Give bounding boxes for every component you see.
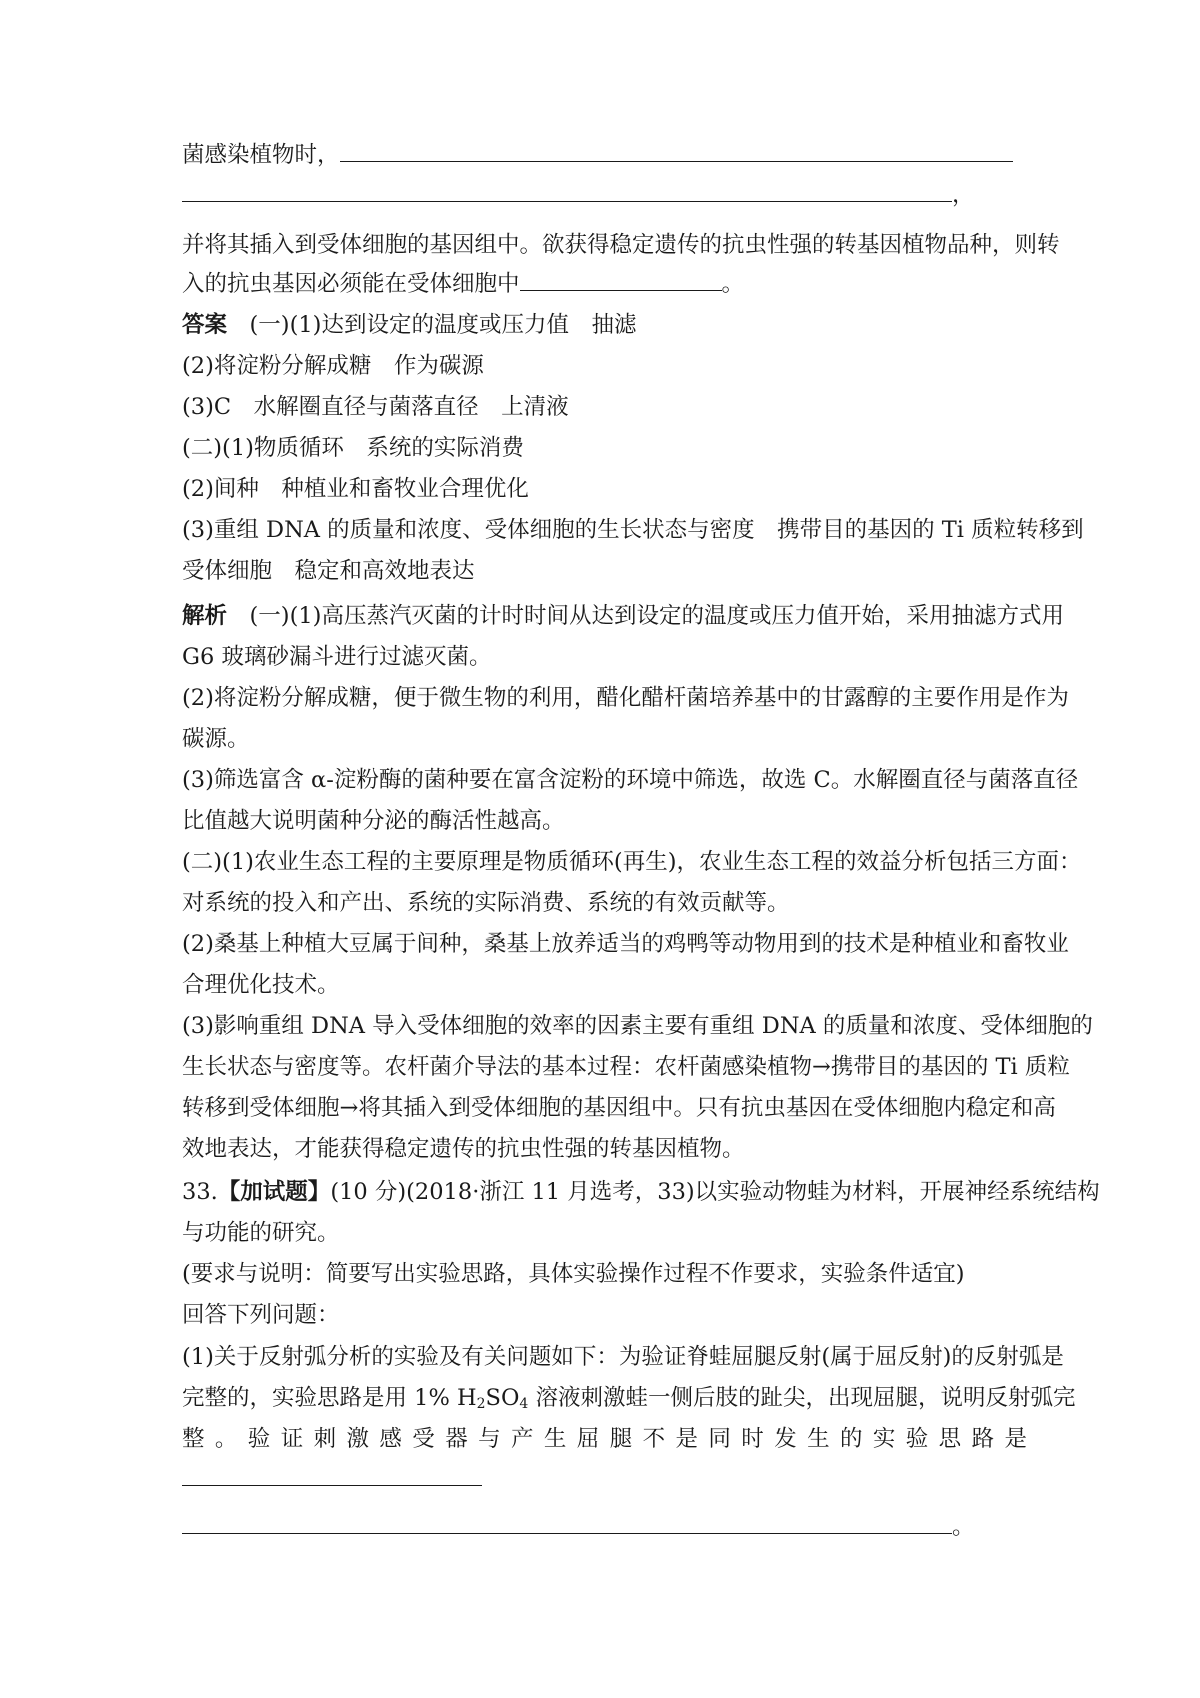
q33-line6-b: SO (485, 1385, 520, 1411)
q32-line-1 (182, 139, 1027, 170)
analysis-label: 解析 (182, 603, 228, 629)
q33-line6-sub1: 2 (476, 1396, 486, 1412)
analysis-line-6: 比值越大说明菌种分泌的酶活性越高。 (182, 808, 565, 834)
q32-line-4 (182, 268, 1027, 299)
q32-answer-blank-3[interactable] (520, 268, 722, 291)
analysis-line-10: 合理优化技术。 (182, 972, 340, 998)
analysis-line-8: 对系统的投入和产出、系统的实际消费、系统的有效贡献等。 (182, 890, 790, 916)
q33-line-6 (182, 1383, 1076, 1413)
analysis-line-11: (3)影响重组 DNA 导入受体细胞的效率的因素主要有重组 DNA 的质量和浓度、受体细胞的 (182, 1013, 1093, 1039)
q33-line-5: (1)关于反射弧分析的实验及有关问题如下：为验证脊蛙屈腿反射(属于屈反射)的反射弧是 (182, 1344, 1064, 1370)
q33-line-4: 回答下列问题： (182, 1302, 340, 1328)
analysis-line-13: 转移到受体细胞→将其插入到受体细胞的基因组中。只有抗虫基因在受体细胞内稳定和高 (182, 1095, 1056, 1121)
analysis-line-5: (3)筛选富含 α-淀粉酶的菌种要在富含淀粉的环境中筛选，故选 C。水解圈直径与菌落直径 (182, 767, 1079, 793)
answer-line-3: (3)C 水解圈直径与菌落直径 上清液 (182, 394, 569, 420)
q32-line1-text: 菌感染植物时， (182, 142, 340, 168)
answer-line-5: (2)间种 种植业和畜牧业合理优化 (182, 476, 529, 502)
answer-line-4: (二)(1)物质循环 系统的实际消费 (182, 435, 524, 461)
q33-line6-a: 完整的，实验思路是用 1% H (182, 1385, 477, 1411)
analysis-line-14: 效地表达，才能获得稳定遗传的抗虫性强的转基因植物。 (182, 1136, 745, 1162)
q33-answer-blank-1[interactable] (182, 1463, 482, 1486)
q33-line-3: (要求与说明：简要写出实验思路，具体实验操作过程不作要求，实验条件适宜) (182, 1261, 965, 1287)
answer-line-1 (182, 310, 1027, 340)
analysis-line-4: 碳源。 (182, 726, 250, 752)
analysis-line-3: (2)将淀粉分解成糖，便于微生物的利用，醋化醋杆菌培养基中的甘露醇的主要作用是作为 (182, 685, 1069, 711)
q32-line-2 (182, 179, 1027, 210)
analysis-line-9: (2)桑基上种植大豆属于间种，桑基上放养适当的鸡鸭等动物用到的技术是种植业和畜牧业 (182, 931, 1069, 957)
analysis-text-1: (一)(1)高压蒸汽灭菌的计时时间从达到设定的温度或压力值开始，采用抽滤方式用 (249, 603, 1064, 629)
analysis-line-2: G6 玻璃砂漏斗进行过滤灭菌。 (182, 644, 492, 670)
analysis-line-1 (182, 601, 1064, 631)
answer-line-2: (2)将淀粉分解成糖 作为碳源 (182, 353, 484, 379)
q32-line4-text: 入的抗虫基因必须能在受体细胞中 (182, 271, 520, 297)
q33-number: 33. (182, 1179, 218, 1205)
analysis-line-12: 生长状态与密度等。农杆菌介导法的基本过程：农杆菌感染植物→携带目的基因的 Ti 质粒 (182, 1054, 1070, 1080)
q33-tag: 【加试题】 (217, 1179, 331, 1205)
q33-line-7: 整。验证刺激感受器与产生屈腿不是同时发生的实验思路是 (182, 1426, 1027, 1452)
q33-line-9 (182, 1511, 1027, 1542)
analysis-line-7: (二)(1)农业生态工程的主要原理是物质循环(再生)，农业生态工程的效益分析包括三方面： (182, 849, 1082, 875)
q32-line4-end: 。 (721, 271, 745, 297)
q33-line9-end: 。 (952, 1514, 975, 1540)
answer-text-1: (一)(1)达到设定的温度或压力值 抽滤 (249, 312, 637, 338)
q32-line-3: 并将其插入到受体细胞的基因组中。欲获得稳定遗传的抗虫性强的转基因植物品种，则转 (182, 232, 1060, 258)
q33-line-8 (182, 1463, 1027, 1494)
q33-line6-sub2: 4 (519, 1396, 529, 1412)
answer-line-6: (3)重组 DNA 的质量和浓度、受体细胞的生长状态与密度 携带目的基因的 Ti 质粒转移到 (182, 517, 1084, 543)
q33-answer-blank-2[interactable] (182, 1511, 952, 1534)
q32-line2-end: ， (952, 182, 975, 208)
answer-label: 答案 (182, 312, 228, 338)
q33-line-2: 与功能的研究。 (182, 1220, 340, 1246)
q33-line-1 (182, 1177, 1100, 1207)
q33-line1-rest: (10 分)(2018·浙江 11 月选考，33)以实验动物蛙为材料，开展神经系统结构 (330, 1179, 1100, 1205)
q33-line6-c: 溶液刺激蛙一侧后肢的趾尖，出现屈腿，说明反射弧完 (528, 1385, 1076, 1411)
q32-answer-blank-2[interactable] (182, 179, 952, 202)
q32-answer-blank-1[interactable] (340, 139, 1013, 162)
answer-line-7: 受体细胞 稳定和高效地表达 (182, 558, 475, 584)
